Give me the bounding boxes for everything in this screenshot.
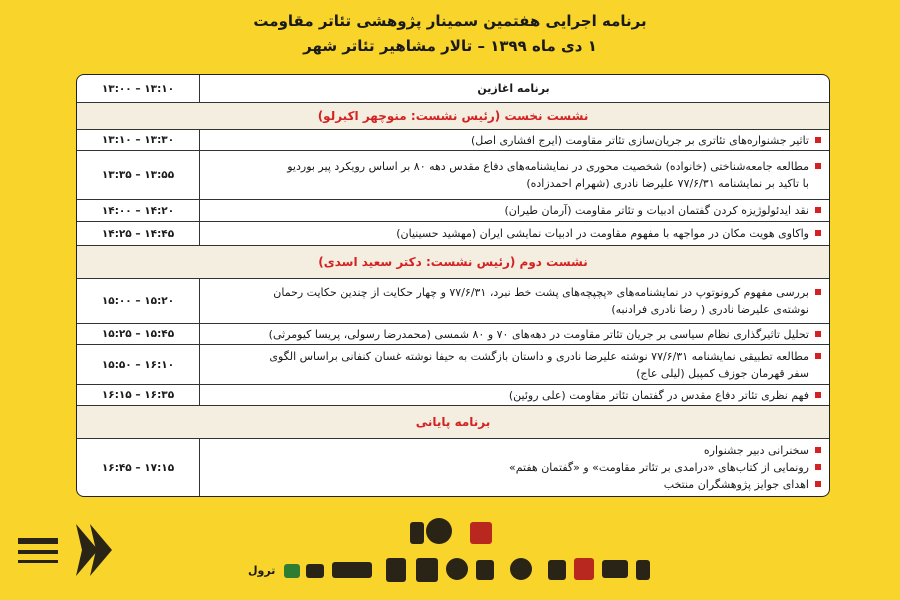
bullet-icon bbox=[815, 163, 821, 169]
page-header bbox=[0, 8, 900, 58]
row-topic: بررسی مفهوم کرونوتوپ در نمایشنامه‌های «پچپچه‌های پشت خط نبرد، ۷۷/۶/۳۱ و چهار حکایت از چندین حکایت رحمان نوشته‌ی علیرضا نادری ( رضا نادری فرادنبه) bbox=[199, 279, 829, 323]
session1-title: نشست نخست (رئیس نشست: منوچهر اکبرلو) bbox=[77, 102, 829, 129]
table-row bbox=[77, 150, 829, 199]
sponsor-logo-2 bbox=[306, 564, 324, 578]
row-topic: تاثیر جشنواره‌های تئاتری بر جریان‌سازی تئاتر مقاومت (ایرج افشاری اصل) bbox=[199, 130, 829, 150]
closing-title: برنامه پایانی bbox=[77, 405, 829, 438]
opening-time: ۱۳:۰۰ – ۱۳:۱۰ bbox=[101, 82, 175, 95]
green-logo bbox=[284, 564, 300, 578]
page-subtitle: ۱ دی ماه ۱۳۹۹ – تالار مشاهیر تئاتر شهر bbox=[303, 37, 597, 55]
closing-row bbox=[77, 438, 829, 496]
table-row bbox=[77, 221, 829, 245]
sponsor-logos bbox=[240, 512, 840, 592]
opening-label: برنامه اغازین bbox=[199, 75, 829, 102]
sponsor-logo-10 bbox=[574, 558, 594, 580]
row-topic: نقد ایدئولوژیزه کردن گفتمان ادبیات و تئاتر مقاومت (آرمان طیران) bbox=[199, 200, 829, 221]
table-row bbox=[77, 129, 829, 150]
opening-row bbox=[77, 75, 829, 102]
sponsor-logo-7 bbox=[476, 560, 494, 580]
table-row bbox=[77, 199, 829, 221]
bullet-icon bbox=[815, 481, 821, 487]
sponsor-logo-12 bbox=[636, 560, 650, 580]
row-time: ۱۴:۲۵ – ۱۴:۴۵ bbox=[101, 227, 175, 240]
row-time: ۱۵:۰۰ – ۱۵:۲۰ bbox=[101, 295, 175, 307]
row-time: ۱۳:۱۰ – ۱۳:۳۰ bbox=[101, 134, 175, 146]
schedule-table bbox=[76, 74, 830, 497]
row-topic: مطالعه تطبیقی نمایشنامه ۷۷/۶/۳۱ نوشته علیرضا نادری و داستان بازگشت به حیفا نوشته غسان کنفانی براساس الگوی سفر قهرمان جوزف کمپبل (لیلی عاج) bbox=[199, 345, 829, 384]
table-row bbox=[77, 278, 829, 323]
closing-time: ۱۶:۴۵ – ۱۷:۱۵ bbox=[101, 461, 175, 474]
sponsor-logo-9 bbox=[548, 560, 566, 580]
flag-logo bbox=[470, 522, 492, 544]
theater-emblem-logo bbox=[18, 520, 128, 580]
row-time: ۱۳:۳۵ – ۱۳:۵۵ bbox=[101, 169, 175, 181]
bullet-icon bbox=[815, 289, 821, 295]
sponsor-logo-3 bbox=[332, 562, 372, 578]
row-topic: مطالعه جامعه‌شناختی (خانواده) شخصیت محوری در نمایشنامه‌های دفاع مقدس دهه ۸۰ بر اساس رویکرد پیر بوردیو با تاکید بر نمایشنامه ۷۷/۶/۳۱ علیرضا نادری (شهرام احمدزاده) bbox=[199, 151, 829, 199]
table-row bbox=[77, 384, 829, 405]
sponsor-logo-6 bbox=[446, 558, 468, 580]
row-topic: تحلیل تاثیرگذاری نظام سیاسی بر جریان تئاتر مقاومت در دهه‌های ۷۰ و ۸۰ شمسی (محمدرضا رسولی، پریسا کیومرثی) bbox=[199, 324, 829, 344]
closing-items: سخنرانی دبیر جشنواره رونمایی از کتاب‌های «درامدی بر تئاتر مقاومت» و «گفتمان هفتم» اهدای جوایز پژوهشگران منتخب bbox=[199, 439, 829, 496]
row-topic: فهم نظری تئاتر دفاع مقدس در گفتمان تئاتر مقاومت (علی روئین) bbox=[199, 385, 829, 405]
row-time: ۱۶:۱۵ – ۱۶:۳۵ bbox=[101, 389, 175, 401]
session2-title: نشست دوم (رئیس نشست: دکتر سعید اسدی) bbox=[77, 245, 829, 278]
bullet-icon bbox=[815, 137, 821, 143]
sponsor-logo-8 bbox=[510, 558, 532, 580]
sponsor-logo-4 bbox=[386, 558, 406, 582]
table-row bbox=[77, 344, 829, 384]
bullet-icon bbox=[815, 331, 821, 337]
bullet-icon bbox=[815, 230, 821, 236]
row-time: ۱۴:۰۰ – ۱۴:۲۰ bbox=[101, 204, 175, 217]
festival-logo bbox=[426, 518, 452, 544]
bullet-icon bbox=[815, 464, 821, 470]
bullet-icon bbox=[815, 392, 821, 398]
bullet-icon bbox=[815, 207, 821, 213]
emblem-logo bbox=[410, 522, 424, 544]
page-title: برنامه اجرایی هفتمین سمینار پژوهشی تئاتر مقاومت bbox=[253, 12, 647, 30]
bullet-icon bbox=[815, 353, 821, 359]
sponsor-text-logo: ترول bbox=[248, 564, 276, 577]
sponsor-logo-5 bbox=[416, 558, 438, 582]
row-topic: واکاوی هویت مکان در مواجهه با مفهوم مقاومت در ادبیات نمایشی ایران (مهشید حسینیان) bbox=[199, 222, 829, 245]
row-time: ۱۵:۵۰ – ۱۶:۱۰ bbox=[101, 358, 175, 371]
table-row bbox=[77, 323, 829, 344]
bullet-icon bbox=[815, 447, 821, 453]
row-time: ۱۵:۲۵ – ۱۵:۴۵ bbox=[101, 328, 175, 340]
sponsor-logo-11 bbox=[602, 560, 628, 578]
